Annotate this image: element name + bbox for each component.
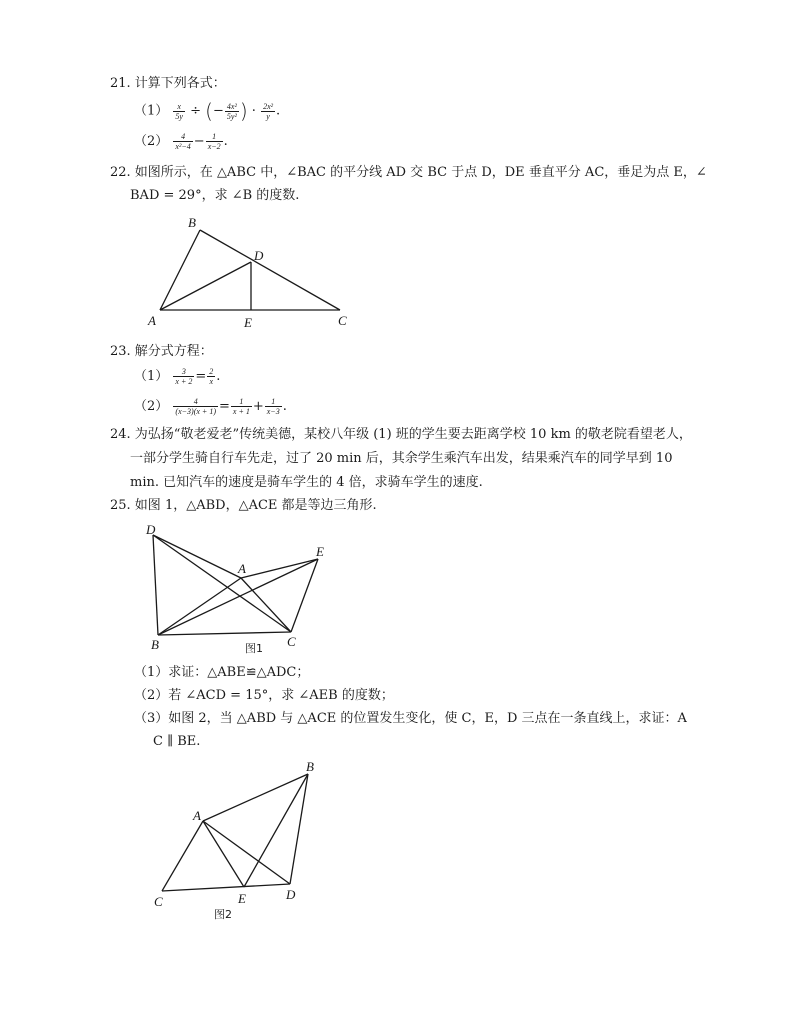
q22-text-line1: 22. 如图所示，在 △ABC 中，∠BAC 的平分线 AD 交 BC 于点 D，DE 垂直平分 AC，垂足为点 E，∠ <box>110 165 707 180</box>
q23-part2-end: . <box>282 399 287 414</box>
fig2-label-A: A <box>193 808 201 823</box>
q22-text-line2: BAD = 29°，求 ∠B 的度数. <box>130 188 300 203</box>
q21-part1-end: . <box>276 103 281 119</box>
q25-figure-2 <box>150 758 330 923</box>
fig1-label-D: D <box>146 522 156 537</box>
fig2-caption: 图2 <box>214 908 232 921</box>
q22-label-C: C <box>338 313 347 328</box>
fig1-label-A: A <box>238 561 246 576</box>
fig2-label-C: C <box>154 894 163 909</box>
q23-part1-label: （1） <box>134 369 169 384</box>
q21-fraction-2: $\frac{\text{4x²}}{\text{5y²}}$ <box>226 101 237 121</box>
q21-left-paren: ( <box>205 99 213 123</box>
q21-part1-label: （1） <box>134 103 169 119</box>
q22-triangle-figure <box>145 212 355 332</box>
q23-part1-end: . <box>216 369 221 384</box>
fig2-label-D: D <box>286 887 296 902</box>
fig1-label-B: B <box>151 637 159 652</box>
fig2-label-B: B <box>306 759 314 774</box>
fig2-label-E: E <box>238 891 246 906</box>
q21-part2-minus: − <box>193 134 205 149</box>
q23-part2-fraction-2: $\frac{1}{x + 1}$ <box>232 397 250 416</box>
q21-divide-sign: ÷ <box>190 103 202 119</box>
q23-part1-fraction-1: $\frac{3}{x + 2}$ <box>175 367 193 386</box>
q23-part2-plus: + <box>252 399 264 414</box>
q23-part2-fraction-3: $\frac{1}{x-3}$ <box>266 397 280 416</box>
fig1-label-E: E <box>316 544 324 559</box>
q25-figure-1 <box>143 522 343 657</box>
q21-minus-sign: − <box>212 103 224 119</box>
q25-heading: 25. 如图 1，△ABD，△ACE 都是等边三角形. <box>110 498 377 513</box>
q21-part2-end: . <box>223 134 228 149</box>
q23-part2 <box>134 395 287 419</box>
q25-part3-line1: （3）如图 2，当 △ABD 与 △ACE 的位置发生变化，使 C，E，D 三点在一条直线上，求证：A <box>134 711 687 726</box>
q24-text-line2: 一部分学生骑自行车先走，过了 20 min 后，其余学生乘汽车出发，结果乘汽车的同学早到 10 <box>130 451 673 466</box>
q21-heading: 21. 计算下列各式： <box>110 76 226 91</box>
q21-fraction-1: $\frac{x}{5y}$ <box>175 101 183 121</box>
q21-part1 <box>134 98 280 124</box>
q22-label-A: A <box>148 313 156 328</box>
fig1-label-C: C <box>287 634 296 649</box>
q25-part1: （1）求证：△ABE≌△ADC； <box>134 665 310 680</box>
q23-part1 <box>134 365 220 389</box>
q21-part2-fraction-1: $\frac{4}{\text{x²−4}}$ <box>175 132 191 151</box>
q25-part3-line2: C ∥ BE. <box>153 734 201 749</box>
q22-label-D: D <box>254 248 264 263</box>
fig1-caption: 图1 <box>245 642 263 655</box>
q23-part1-fraction-2: $\frac{2}{x}$ <box>209 367 214 386</box>
q23-part2-label: （2） <box>134 399 169 414</box>
q23-part2-equals: = <box>218 399 230 414</box>
q22-label-B: B <box>188 215 196 230</box>
q21-part2 <box>134 130 228 154</box>
q22-label-E: E <box>244 315 252 330</box>
q23-part2-fraction-1: $\frac{4}{(x-3)(x + 1)}$ <box>175 397 216 416</box>
q25-part2: （2）若 ∠ACD = 15°，求 ∠AEB 的度数； <box>134 688 394 703</box>
q21-fraction-3: $\frac{\text{2x²}}{y}$ <box>263 101 274 121</box>
q24-text-line1: 24. 为弘扬“敬老爱老”传统美德，某校八年级 (1) 班的学生要去距离学校 10 km 的敬老院看望老人， <box>110 427 692 442</box>
q21-right-paren: ) <box>239 99 248 123</box>
q21-part2-label: （2） <box>134 134 169 149</box>
q23-heading: 23. 解分式方程： <box>110 344 213 359</box>
q21-dot-sign: · <box>251 103 256 119</box>
q23-part1-equals: = <box>195 369 207 384</box>
q21-part2-fraction-2: $\frac{1}{x-2}$ <box>207 132 221 151</box>
q24-text-line3: min. 已知汽车的速度是骑车学生的 4 倍，求骑车学生的速度. <box>130 475 483 490</box>
